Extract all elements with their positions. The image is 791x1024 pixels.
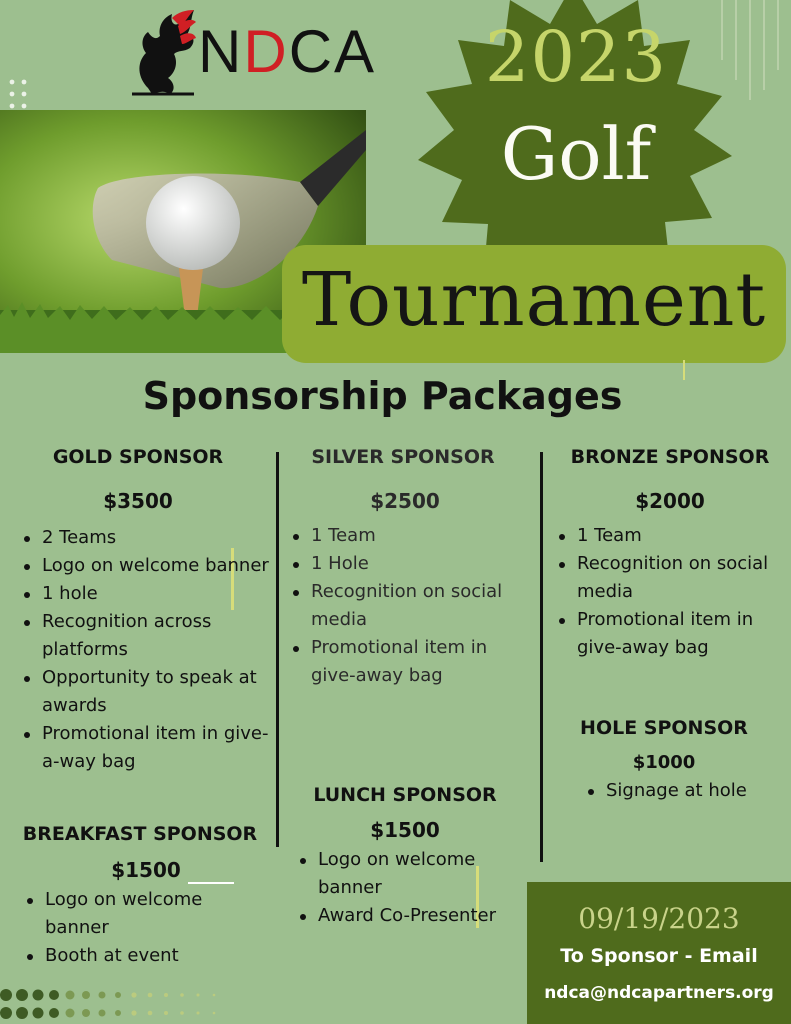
silver-sponsor-title: SILVER SPONSOR xyxy=(311,446,495,468)
breakfast-sponsor-benefits xyxy=(25,886,255,970)
hole-sponsor-benefits xyxy=(586,777,786,805)
ndca-logo xyxy=(128,8,386,98)
list-item: Logo on welcome banner xyxy=(298,846,530,902)
list-item: Logo on welcome banner xyxy=(22,552,276,580)
event-date: 09/19/2023 xyxy=(578,902,740,935)
list-item: Promotional item in give-away bag xyxy=(291,634,531,690)
gold-sponsor-price: $3500 xyxy=(103,489,173,513)
list-item: Logo on welcome banner xyxy=(25,886,255,942)
silver-sponsor-price: $2500 xyxy=(370,489,440,513)
list-item: Promotional item in give-away bag xyxy=(557,606,789,662)
tournament-banner xyxy=(282,245,786,363)
list-item: Recognition on social media xyxy=(557,550,789,606)
bronze-sponsor-benefits xyxy=(557,522,789,662)
lunch-sponsor-price: $1500 xyxy=(370,818,440,842)
event-title: Golf xyxy=(500,112,652,196)
accent-line xyxy=(188,882,234,884)
event-subtitle: Tournament xyxy=(301,257,767,343)
event-year: 2023 xyxy=(484,16,668,98)
list-item: 1 Team xyxy=(557,522,789,550)
list-item: Opportunity to speak at awards xyxy=(22,664,276,720)
silver-sponsor-benefits xyxy=(291,522,531,690)
gold-sponsor-title: GOLD SPONSOR xyxy=(52,446,224,468)
list-item: Award Co-Presenter xyxy=(298,902,530,930)
list-item: Recognition on social media xyxy=(291,578,531,634)
contact-email[interactable]: ndca@ndcapartners.org xyxy=(544,983,774,1003)
hole-sponsor-title: HOLE SPONSOR xyxy=(580,717,748,739)
list-item: Signage at hole xyxy=(586,777,786,805)
list-item: Recognition across platforms xyxy=(22,608,276,664)
dragon-icon xyxy=(128,8,198,96)
list-item: 1 Team xyxy=(291,522,531,550)
hole-sponsor-price: $1000 xyxy=(632,752,696,773)
lunch-sponsor-benefits xyxy=(298,846,530,930)
column-divider xyxy=(540,452,543,862)
bronze-sponsor-title: BRONZE SPONSOR xyxy=(570,446,770,468)
breakfast-sponsor-price: $1500 xyxy=(111,858,181,882)
list-item: 1 Hole xyxy=(291,550,531,578)
list-item: 1 hole xyxy=(22,580,276,608)
list-item: Promotional item in give-a-way bag xyxy=(22,720,276,776)
sponsor-cta: To Sponsor - Email xyxy=(560,945,758,967)
page-title: Sponsorship Packages xyxy=(142,374,623,418)
ndca-wordmark: NDCA xyxy=(198,18,377,85)
list-item: 2 Teams xyxy=(22,524,276,552)
column-divider xyxy=(276,452,279,847)
dot-pattern xyxy=(0,985,240,1024)
gold-sponsor-benefits xyxy=(22,524,276,776)
list-item: Booth at event xyxy=(25,942,255,970)
lunch-sponsor-title: LUNCH SPONSOR xyxy=(313,784,497,806)
breakfast-sponsor-title: BREAKFAST SPONSOR xyxy=(22,823,258,845)
bronze-sponsor-price: $2000 xyxy=(635,489,705,513)
